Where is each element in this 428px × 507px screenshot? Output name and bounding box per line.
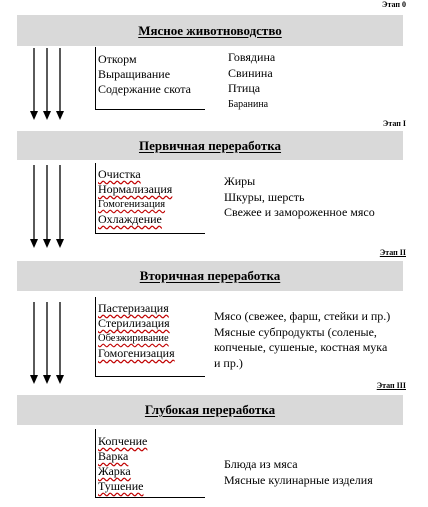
process-item: Откорм — [98, 52, 137, 66]
product-item: Мясо (свежее, фарш, стейки и пр.) — [214, 309, 391, 323]
stage-0-arrows — [28, 48, 68, 120]
stage-2-process-box — [95, 297, 205, 377]
product-item: копченые, сушеные, костная мука — [214, 340, 388, 354]
stage-2-products — [214, 309, 390, 371]
stage-2-header — [17, 261, 403, 291]
stage-1-header — [17, 131, 403, 160]
product-item: Мясные кулинарные изделия — [224, 472, 373, 487]
product-item: Говядина — [228, 50, 276, 64]
process-item: Очистка — [98, 167, 141, 181]
stage-1-label: Этап I — [382, 119, 406, 128]
product-item: Свинина — [228, 65, 273, 80]
stage-1-products — [224, 174, 375, 221]
process-item: Пастеризация — [98, 301, 169, 315]
product-item: Жиры — [224, 174, 256, 188]
stage-0-products — [228, 50, 275, 112]
down-arrows-icon — [28, 48, 68, 120]
stage-0-process-box — [95, 47, 205, 110]
product-item: Свежее и замороженное мясо — [224, 205, 375, 219]
stage-1-process-box — [95, 163, 205, 234]
process-item: Содержание скота — [98, 82, 191, 96]
stage-2-label: Этап II — [379, 248, 406, 257]
stage-0-label: Этап 0 — [382, 0, 406, 9]
stage-3-process-box — [95, 429, 205, 498]
stage-3-header — [17, 395, 403, 425]
process-item: Нормализация — [98, 182, 173, 196]
stage-2-title: Вторичная переработка — [139, 268, 281, 283]
process-item: Варка — [98, 449, 129, 463]
process-item: Тушение — [98, 479, 144, 493]
stage-3-label: Этап III — [376, 381, 406, 390]
product-item: Мясные субпродукты (соленые, — [214, 324, 377, 339]
process-item: Охлаждение — [98, 212, 162, 226]
product-item: Баранина — [228, 98, 269, 110]
down-arrows-icon — [28, 165, 68, 248]
stage-3-products — [224, 457, 373, 488]
product-item: Птица — [228, 81, 261, 95]
stage-3-title: Глубокая переработка — [144, 402, 276, 417]
product-item: Шкуры, шерсть — [224, 189, 305, 204]
process-item: Выращивание — [98, 67, 171, 81]
product-item: и пр.) — [214, 355, 243, 370]
process-item: Стерилизация — [98, 316, 170, 330]
process-item: Гомогенизация — [98, 346, 175, 360]
stage-0-header — [17, 15, 403, 46]
process-item: Копчение — [98, 434, 148, 448]
product-item: Блюда из мяса — [224, 457, 298, 471]
process-item: Жарка — [98, 464, 131, 478]
stage-1-title: Первичная переработка — [138, 137, 282, 153]
down-arrows-icon — [28, 302, 68, 384]
process-item: Гомогенизация — [98, 199, 166, 210]
stage-0-title: Мясное животноводство — [138, 22, 282, 38]
stage-1-arrows — [28, 165, 68, 248]
process-item: Обезжиривание — [98, 333, 169, 344]
stage-2-arrows — [28, 302, 68, 384]
